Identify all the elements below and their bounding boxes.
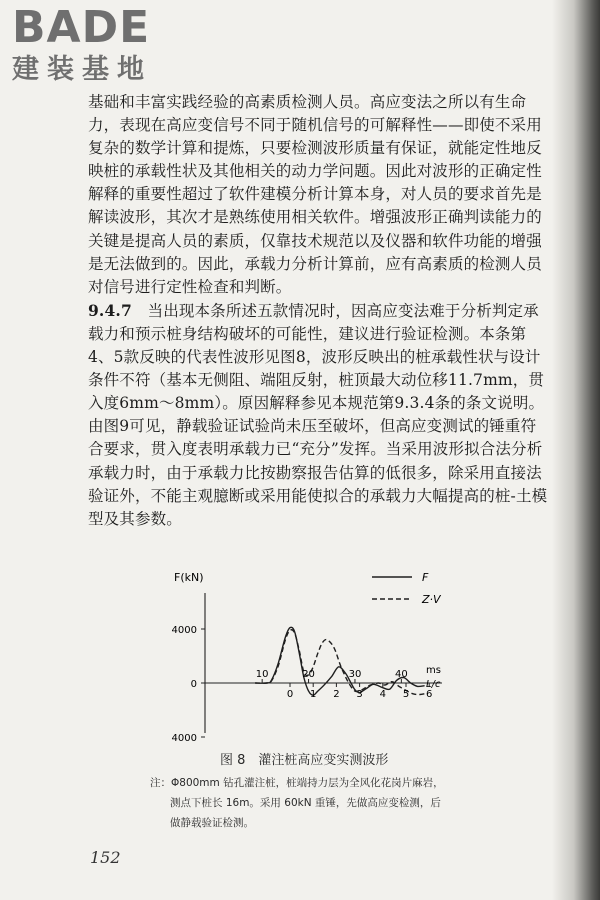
note-line-1: 注：Φ800mm 钻孔灌注桩，桩端持力层为全风化花岗片麻岩， (150, 777, 444, 789)
chart-series (255, 627, 424, 695)
ms-tick-label: 10 (255, 669, 269, 680)
paragraph-2 (88, 299, 550, 531)
ms-tick-label: 40 (394, 669, 408, 680)
page-number: 152 (90, 848, 121, 867)
y-tick-label: 4000 (171, 625, 197, 636)
legend-label-zv: Z·V (422, 593, 441, 606)
body-text (88, 91, 550, 531)
logo-sub-text: 建装基地 (12, 54, 152, 85)
x-tick-label: 0 (286, 689, 294, 700)
x-tick-label: 3 (356, 689, 363, 700)
legend-label-f: F (422, 571, 429, 584)
chart-labels (172, 571, 442, 744)
scan-edge-shadow (552, 0, 600, 900)
paragraph-1: 基础和丰富实践经验的高素质检测人员。高应变法之所以有生命力，表现在高应变信号不同于随机信号的可解释性——即使不采用复杂的数学计算和提炼，只要检测波形质量有保证，就能定性地反映桩的承载性状及其他相关的动力学问题。因此对波形的正确定性解释的重要性超过了软件建模分析计算本身，对人员的要求首先是解读波形，其次才是熟练使用相关软件。增强波形正确判读能力的关键是提高人员的素质，仅靠技术规范以及仪器和软件功能的增强是无法做到的。因此，承载力分析计算前，应有高素质的检测人员对信号进行定性检查和判断。 (88, 93, 542, 296)
x-tick-label: 5 (402, 689, 410, 700)
bade-logo (12, 4, 152, 86)
x-tick-label: 1 (310, 689, 317, 700)
y-tick-label: 4000 (171, 733, 197, 744)
series-line-f (255, 627, 424, 695)
x-axis-label: L/c (426, 679, 441, 690)
ms-tick-label: 30 (348, 669, 362, 680)
x-tick-label: 6 (426, 689, 433, 700)
waveform-figure (150, 565, 450, 745)
ms-tick-label: 20 (302, 669, 315, 680)
section-number: 9.4.7 (88, 300, 132, 320)
x-tick-label: 2 (333, 689, 340, 700)
chart-axes (201, 593, 442, 737)
series-line-zv (255, 630, 424, 695)
y-tick-label: 0 (190, 679, 197, 690)
figure-caption: 图 8 灌注桩高应变实测波形 (220, 753, 389, 768)
note-line-3: 做静载验证检测。 (170, 817, 254, 829)
y-axis-label: F(kN) (174, 571, 204, 584)
note-line-2: 测点下桩长 16m。采用 60kN 重锤，先做高应变检测，后 (170, 797, 441, 809)
x-unit-label: ms (426, 665, 441, 676)
x-tick-label: 4 (379, 689, 386, 700)
logo-main-text: BADE (12, 2, 151, 53)
paragraph-2-text: 当出现本条所述五款情况时，因高应变法难于分析判定承载力和预示桩身结构破坏的可能性，建议进行验证检测。本条第4、5款反映的代表性波形见图8，波形反映出的桩承载性状与设计条件不符（基本无侧阻、端阻反射，桩顶最大动位移11.7mm，贯入度6mm～8mm）。原因解释参见本规范第9.3.4条的条文说明。由图9可见，静载验证试验尚未压至破坏，但高应变测试的锤重符合要求，贯入度表明承载力已“充分”发挥。当采用波形拟合法分析承载力时，由于承载力比按勘察报告估算的低很多，除采用直接法验证外，不能主观臆断或采用能使拟合的承载力大幅提高的桩-土模型及其参数。 (88, 301, 548, 528)
waveform-chart (150, 565, 450, 745)
figure-note (150, 773, 510, 833)
